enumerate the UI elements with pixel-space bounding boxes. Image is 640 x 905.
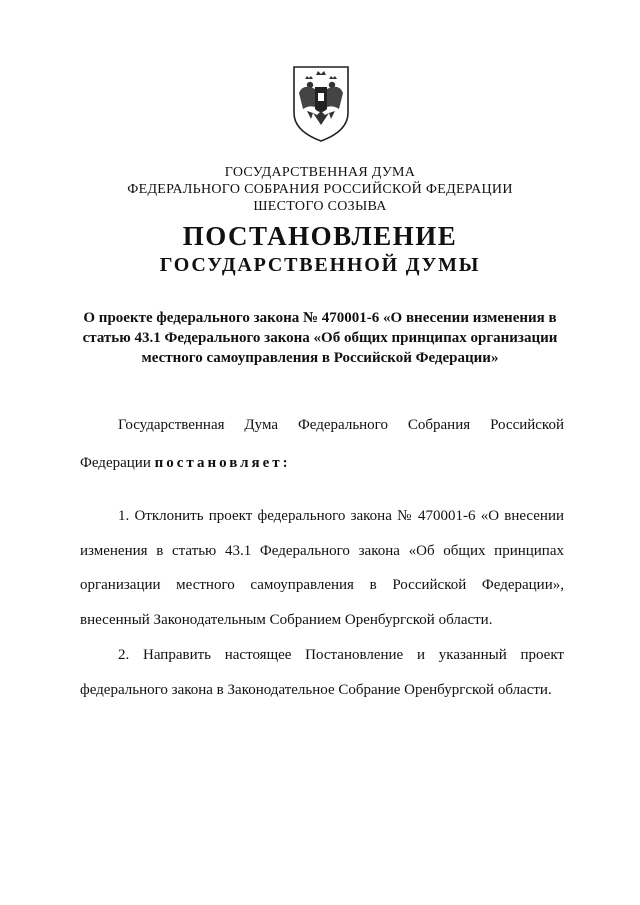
subject-line: О проекте федерального закона № 470001-6 «О внесении изменения в — [83, 310, 557, 326]
subject-line: местного самоуправления в Российской Федерации» — [141, 350, 499, 366]
item2-line2: федерального закона в Законодательное Собрание Оренбургской области. — [80, 682, 552, 698]
item2-line1: 2. Направить настоящее Постановление и указанный проект — [118, 647, 564, 663]
item1-line4: внесенный Законодательным Собранием Оренбургской области. — [80, 612, 493, 628]
russian-coat-of-arms-icon — [291, 65, 351, 143]
item1-line3: организации местного самоуправления в Российской Федерации», — [80, 577, 564, 593]
convocation-line: ШЕСТОГО СОЗЫВА — [253, 199, 387, 214]
preamble-line1: Государственная Дума Федерального Собрания Российской — [118, 417, 564, 433]
preamble-text: Федерации — [80, 455, 155, 471]
document-subtitle: ГОСУДАРСТВЕННОЙ ДУМЫ — [159, 254, 481, 276]
resolve-verb: постановляет: — [154, 455, 291, 471]
org-name-line2: ФЕДЕРАЛЬНОГО СОБРАНИЯ РОССИЙСКОЙ ФЕДЕРАЦИИ — [127, 182, 513, 197]
item1-line2: изменения в статью 43.1 Федерального закона «Об общих принципах — [80, 543, 564, 559]
org-name-line1: ГОСУДАРСТВЕННАЯ ДУМА — [224, 165, 416, 180]
item1-line1: 1. Отклонить проект федерального закона № 470001-6 «О внесении — [118, 508, 564, 524]
resolution-subject — [80, 308, 560, 368]
document-title: ПОСТАНОВЛЕНИЕ — [182, 221, 458, 251]
subject-line: статью 43.1 Федерального закона «Об общих принципах организации — [82, 330, 558, 346]
preamble-line2 — [80, 455, 564, 472]
